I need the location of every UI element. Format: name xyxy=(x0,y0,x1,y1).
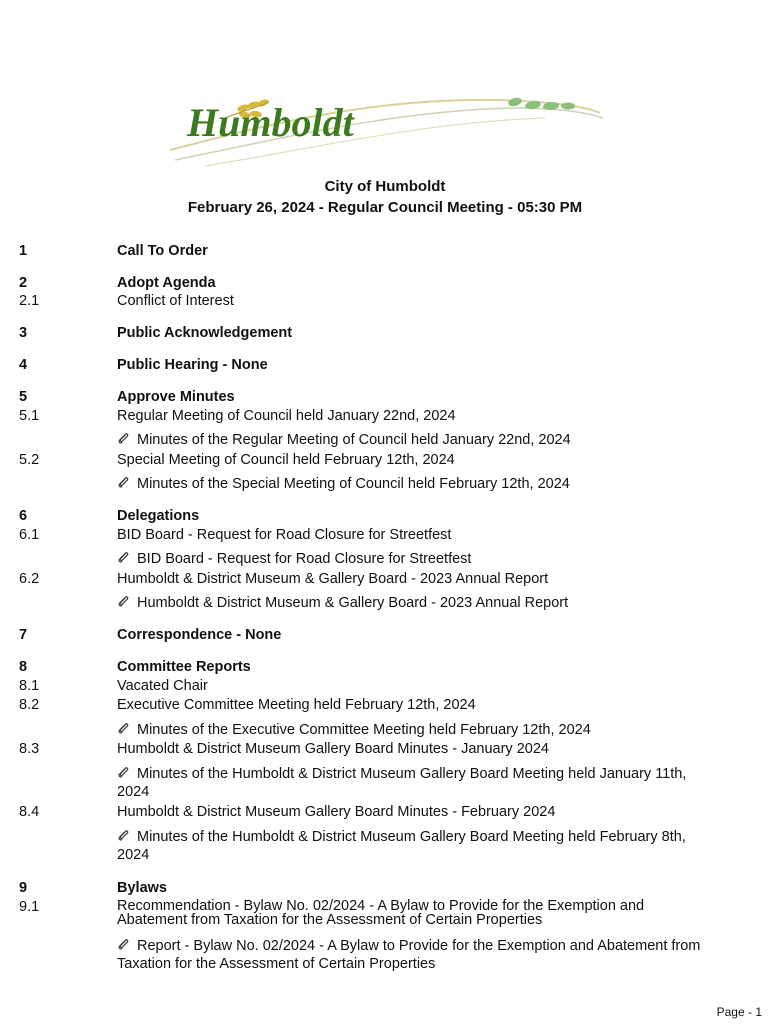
attachment-label: Minutes of the Regular Meeting of Council held January 22nd, 2024 xyxy=(137,432,571,448)
item-label: Call To Order xyxy=(117,243,208,259)
item-label: Recommendation - Bylaw No. 02/2024 - A Bylaw to Provide for the Exemption and Abatement from Taxation for the Assessment of Certain Properties xyxy=(117,898,645,928)
humboldt-logo xyxy=(165,88,605,170)
attachment-link[interactable] xyxy=(117,828,717,864)
attachment-link[interactable] xyxy=(117,431,717,449)
attachment-label: Minutes of the Special Meeting of Council held February 12th, 2024 xyxy=(137,476,570,492)
item-number: 8.2 xyxy=(19,697,40,713)
item-label: Conflict of Interest xyxy=(117,293,234,309)
item-number: 7 xyxy=(19,627,28,643)
item-label: Vacated Chair xyxy=(117,678,208,694)
item-label: Correspondence - None xyxy=(117,627,282,643)
item-number: 8.1 xyxy=(19,678,40,694)
item-label: Public Hearing - None xyxy=(117,357,268,373)
attachment-label: Report - Bylaw No. 02/2024 - A Bylaw to Provide for the Exemption and Abatement from Taxation for the Assessment of Certain Properties xyxy=(117,938,701,972)
item-label: Regular Meeting of Council held January 22nd, 2024 xyxy=(117,408,456,424)
item-number: 4 xyxy=(19,357,28,373)
item-number: 2.1 xyxy=(19,293,40,309)
attachment-link[interactable] xyxy=(117,937,717,973)
paperclip-icon xyxy=(117,722,130,735)
item-number: 8.4 xyxy=(19,804,40,820)
paperclip-icon xyxy=(117,551,130,564)
item-number: 9 xyxy=(19,880,28,896)
item-label: Adopt Agenda xyxy=(117,275,216,291)
item-number: 6.1 xyxy=(19,527,40,543)
item-label: Public Acknowledgement xyxy=(117,325,293,341)
item-label: Approve Minutes xyxy=(117,389,235,405)
paperclip-icon xyxy=(117,595,130,608)
attachment-label: Minutes of the Humboldt & District Museum Gallery Board Meeting held January 11th, 2024 xyxy=(117,766,687,800)
item-label: Humboldt & District Museum Gallery Board Minutes - January 2024 xyxy=(117,741,549,757)
paperclip-icon xyxy=(117,766,130,779)
item-label: Bylaws xyxy=(117,880,167,896)
item-number: 9.1 xyxy=(19,899,40,915)
city-title: City of Humboldt xyxy=(324,178,446,195)
item-label: BID Board - Request for Road Closure for Streetfest xyxy=(117,527,452,543)
attachment-label: Minutes of the Humboldt & District Museum Gallery Board Meeting held February 8th, 2024 xyxy=(117,829,686,863)
paperclip-icon xyxy=(117,938,130,951)
attachment-label: BID Board - Request for Road Closure for Streetfest xyxy=(137,551,472,567)
logo-text: Humboldt xyxy=(187,100,354,145)
item-number: 2 xyxy=(19,275,28,291)
attachment-link[interactable] xyxy=(117,475,717,493)
page-number: Page - 1 xyxy=(716,1005,762,1019)
paperclip-icon xyxy=(117,476,130,489)
item-number: 1 xyxy=(19,243,28,259)
paperclip-icon xyxy=(117,829,130,842)
item-label: Special Meeting of Council held February 12th, 2024 xyxy=(117,452,455,468)
attachment-label: Humboldt & District Museum & Gallery Board - 2023 Annual Report xyxy=(137,595,569,611)
item-number: 6.2 xyxy=(19,571,40,587)
attachment-link[interactable] xyxy=(117,765,717,801)
item-label: Committee Reports xyxy=(117,659,251,675)
item-number: 5.1 xyxy=(19,408,40,424)
item-label: Humboldt & District Museum Gallery Board Minutes - February 2024 xyxy=(117,804,556,820)
item-number: 8 xyxy=(19,659,28,675)
item-number: 8.3 xyxy=(19,741,40,757)
item-number: 6 xyxy=(19,508,28,524)
item-label: Humboldt & District Museum & Gallery Board - 2023 Annual Report xyxy=(117,571,549,587)
attachment-link[interactable] xyxy=(117,594,717,612)
attachment-link[interactable] xyxy=(117,550,717,568)
item-number: 5.2 xyxy=(19,452,40,468)
item-number: 5 xyxy=(19,389,28,405)
meeting-title: February 26, 2024 - Regular Council Meeting - 05:30 PM xyxy=(187,199,583,216)
item-number: 3 xyxy=(19,325,28,341)
attachment-link[interactable] xyxy=(117,721,717,739)
item-label: Executive Committee Meeting held February 12th, 2024 xyxy=(117,697,476,713)
item-label: Delegations xyxy=(117,508,200,524)
paperclip-icon xyxy=(117,432,130,445)
attachment-label: Minutes of the Executive Committee Meeting held February 12th, 2024 xyxy=(137,722,591,738)
